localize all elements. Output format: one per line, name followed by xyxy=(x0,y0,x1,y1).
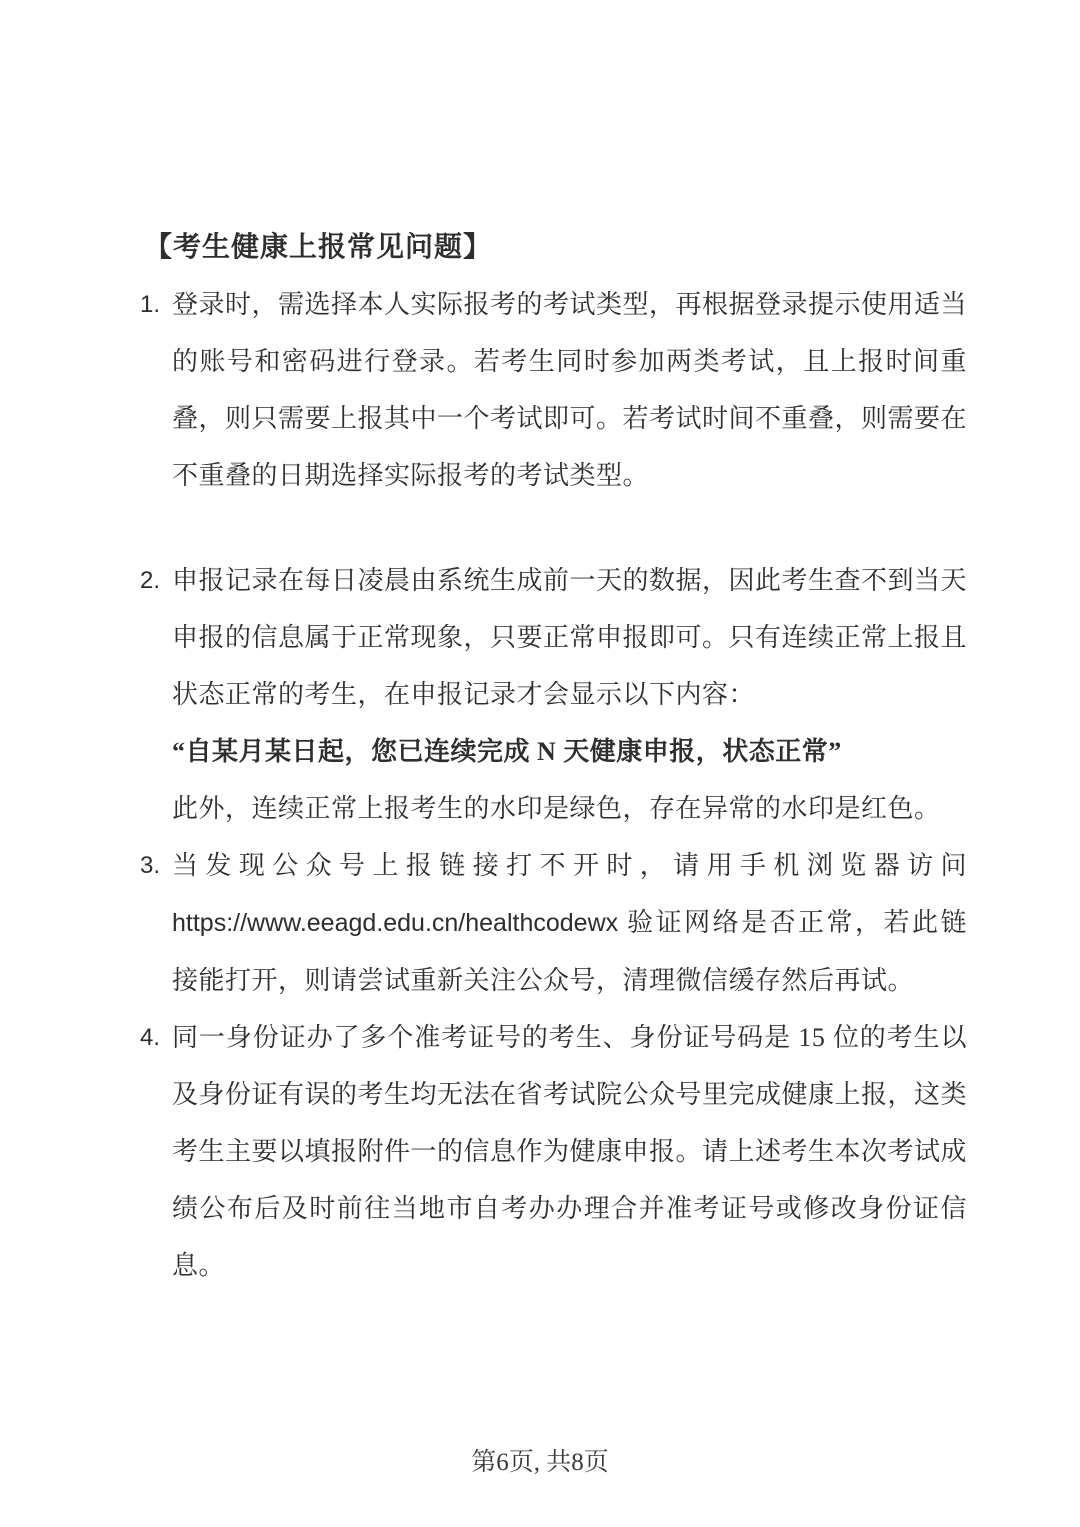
list-item-2-text: 申报记录在每日凌晨由系统生成前一天的数据，因此考生查不到当天申报的信息属于正常现象，只要正常申报即可。只有连续正常上报且状态正常的考生，在申报记录才会显示以下内容： xyxy=(172,566,968,709)
list-item-3-text-after-url: 验证网络是否正常，若此链接能打开，则请尝试重新关注公众号，清理微信缓存然后再试。 xyxy=(172,908,967,995)
list-item-1-text: 登录时，需选择本人实际报考的考试类型，再根据登录提示使用适当的账号和密码进行登录。若考生同时参加两类考试，且上报时间重叠，则只需要上报其中一个考试即可。若考试时间不重叠，则需要在不重叠的日期选择实际报考的考试类型。 xyxy=(172,290,968,490)
list-item-3-number: 3. xyxy=(140,852,161,879)
list-item-2 xyxy=(140,552,967,837)
list-item-4-text: 同一身份证办了多个准考证号的考生、身份证号码是 15 位的考生以及身份证有误的考生均无法在省考试院公众号里完成健康上报，这类考生主要以填报附件一的信息作为健康申报。请上述考生本次考试成绩公布后及时前往当地市自考办办理合并准考证号或修改身份证信息。 xyxy=(172,1023,968,1280)
list-item-4-number: 4. xyxy=(140,1024,161,1051)
list-item-4 xyxy=(140,1009,967,1294)
list-item-3-text-before-url: 当发现公众号上报链接打不开时，请用手机浏览器访问 xyxy=(172,851,967,880)
list-item-2-quote: “自某月某日起，您已连续完成 N 天健康申报，状态正常” xyxy=(172,737,842,766)
list-item-3 xyxy=(140,837,967,1009)
health-code-url: https://www.eeagd.edu.cn/healthcodewx xyxy=(172,909,619,937)
list-item-1 xyxy=(140,276,967,504)
list-item-2-number: 2. xyxy=(140,567,161,594)
list-item-3-text xyxy=(172,837,967,1009)
list-item-2-text-after: 此外，连续正常上报考生的水印是绿色，存在异常的水印是红色。 xyxy=(172,794,941,823)
page-title: 【考生健康上报常见问题】 xyxy=(144,232,493,263)
faq-list xyxy=(140,276,967,1294)
page-number-footer: 第6页, 共8页 xyxy=(471,1449,609,1476)
list-item-1-number: 1. xyxy=(140,291,161,318)
